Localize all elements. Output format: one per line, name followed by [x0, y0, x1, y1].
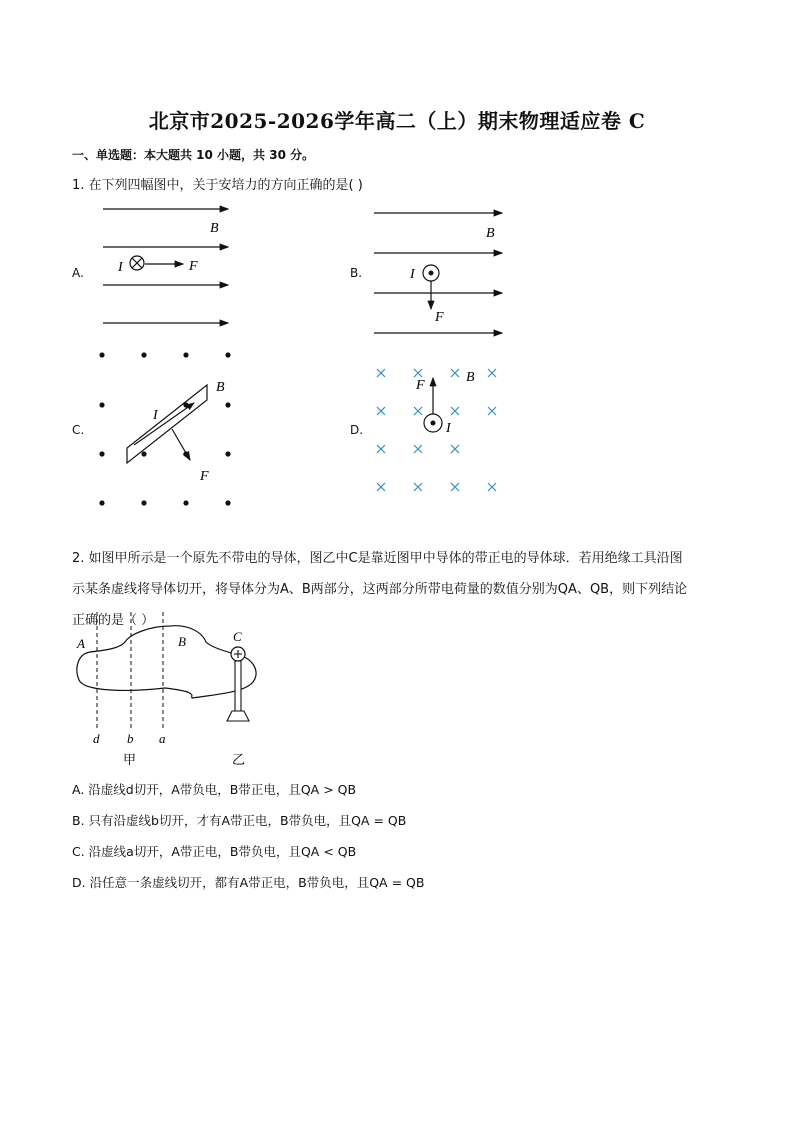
force-label-f: F — [416, 378, 425, 393]
insulating-rod — [235, 661, 241, 711]
region-label-b: B — [178, 634, 186, 649]
q2-option-c: C. 沿虚线a切开，A带正电，B带负电，且QA < QB — [72, 844, 357, 859]
q2-option-a: A. 沿虚线d切开，A带负电，B带正电，且QA > QB — [72, 782, 357, 797]
force-label-f: F — [435, 310, 444, 325]
field-label-b: B — [466, 370, 475, 385]
q2-option-b: B. 只有沿虚线b切开，才有A带正电，B带负电，且QA = QB — [72, 813, 407, 828]
q1-figure-d — [370, 360, 510, 500]
conductor-body — [77, 626, 256, 698]
force-arrow — [172, 429, 190, 460]
q1-option-c-label: C. — [72, 423, 85, 437]
force-label-f: F — [200, 469, 209, 484]
cut-label-d: d — [93, 731, 100, 746]
current-arrow — [134, 403, 194, 445]
field-label-b: B — [210, 221, 219, 236]
question-2-stem-line-3: 正确的是（ ） — [72, 613, 155, 628]
field-label-b: B — [216, 380, 225, 395]
q1-option-b-label: B. — [350, 266, 363, 280]
current-label-i: I — [118, 260, 123, 275]
cut-label-b: b — [127, 731, 134, 746]
q2-figure — [70, 610, 280, 770]
q1-option-d-label: D. — [350, 423, 364, 437]
current-label-i: I — [410, 267, 415, 282]
q1-option-a-label: A. — [72, 266, 84, 280]
figure-label-jia: 甲 — [123, 752, 137, 767]
section-heading: 一、单选题：本大题共 10 小题，共 30 分。 — [72, 148, 315, 162]
force-label-f: F — [189, 259, 198, 274]
conductor-plate — [127, 385, 207, 463]
question-2-stem-line-1: 2. 如图甲所示是一个原先不带电的导体，图乙中C是靠近图甲中导体的带正电的导体球．若用绝缘工具沿图 — [72, 551, 683, 566]
q1-figure-b — [370, 203, 515, 343]
q1-figure-c — [90, 345, 245, 515]
cut-label-a: a — [159, 731, 166, 746]
ball-label-c: C — [233, 629, 242, 644]
stand-base — [227, 711, 249, 721]
field-label-b: B — [486, 226, 495, 241]
question-2-stem-line-2: 示某条虚线将导体切开，将导体分为A、B两部分，这两部分所带电荷量的数值分别为QA、QB，则下列结论 — [72, 582, 688, 597]
question-1-stem: 1. 在下列四幅图中，关于安培力的方向正确的是( ) — [72, 178, 363, 193]
q1-figure-a — [95, 200, 240, 330]
page-title: 北京市2025-2026学年高二（上）期末物理适应卷 C — [148, 109, 646, 133]
figure-label-yi: 乙 — [232, 752, 246, 767]
current-label-i: I — [153, 408, 158, 423]
current-label-i: I — [446, 421, 451, 436]
region-label-a: A — [77, 636, 85, 651]
q2-option-d: D. 沿任意一条虚线切开，都有A带正电，B带负电，且QA = QB — [72, 875, 425, 890]
